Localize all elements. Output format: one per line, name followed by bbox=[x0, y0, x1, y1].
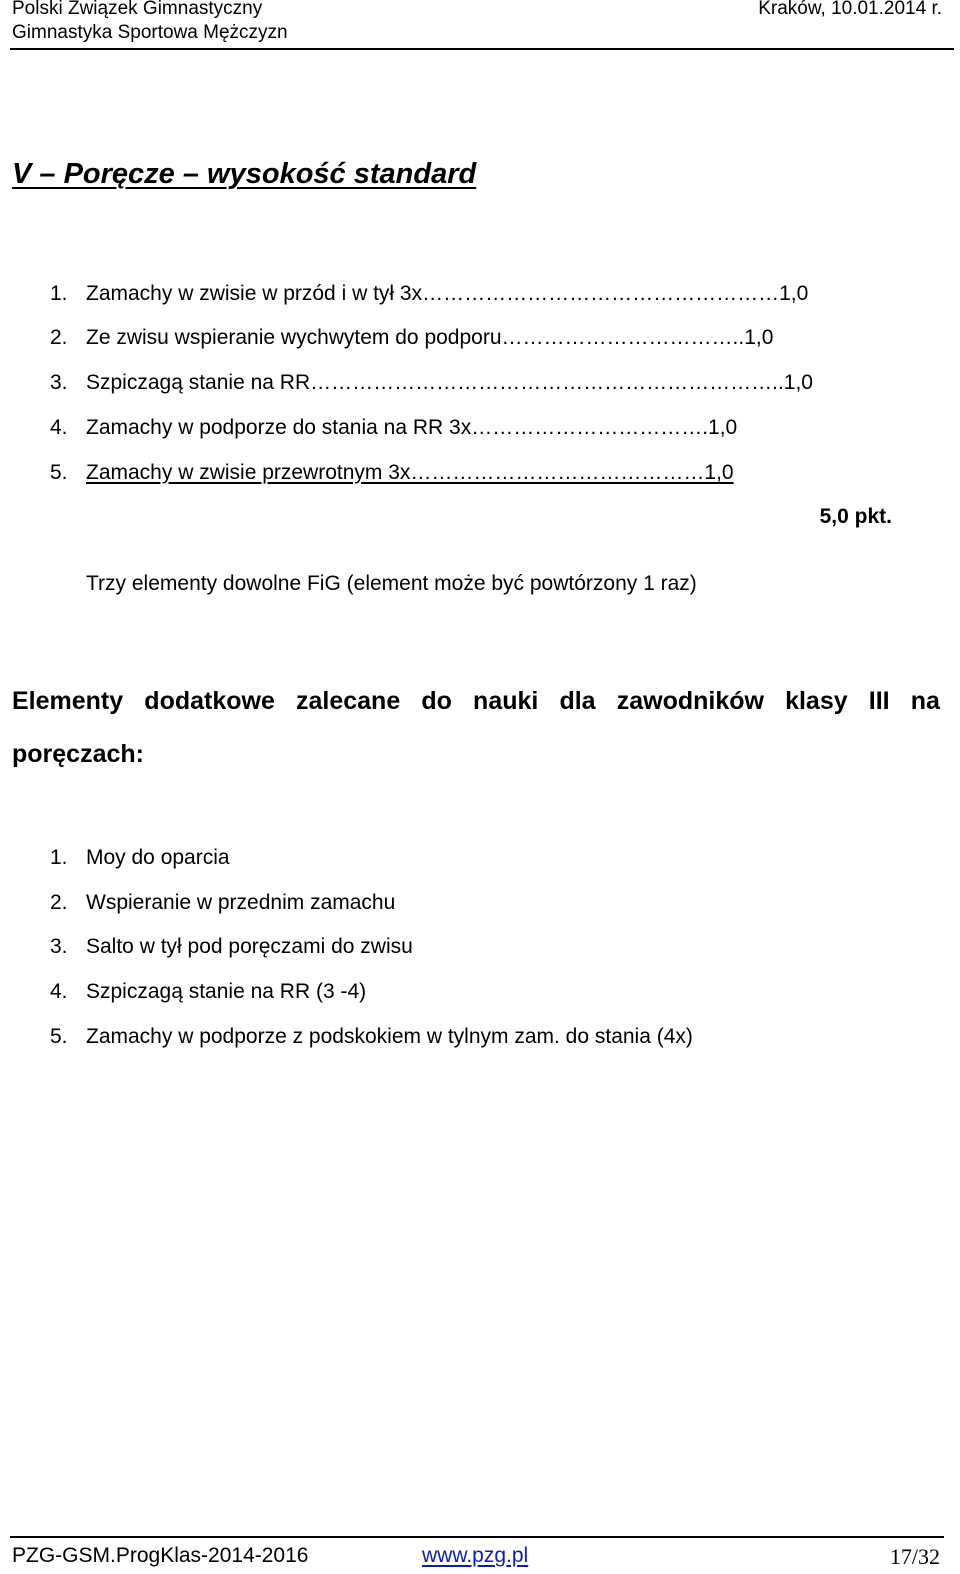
header-date: Kraków, 10.01.2014 r. bbox=[758, 0, 942, 19]
header-discipline: Gimnastyka Sportowa Mężczyzn bbox=[12, 22, 288, 43]
header-organization: Polski Związek Gimnastyczny bbox=[12, 0, 263, 19]
header-divider bbox=[10, 48, 954, 50]
footer-divider bbox=[10, 1536, 944, 1538]
additional-heading-line2: poręczach: bbox=[12, 740, 144, 768]
footer-website-link[interactable]: www.pzg.pl bbox=[422, 1544, 529, 1567]
footer-doc-id: PZG-GSM.ProgKlas-2014-2016 bbox=[12, 1544, 309, 1567]
free-elements-note: Trzy elementy dowolne FiG (element może być powtórzony 1 raz) bbox=[86, 572, 697, 595]
section-title: V – Poręcze – wysokość standard bbox=[12, 158, 477, 190]
additional-heading-line1: Elementy dodatkowe zalecane do nauki dla zawodników klasy III na bbox=[12, 687, 940, 715]
footer-page-number: 17/32 bbox=[889, 1544, 940, 1569]
total-points: 5,0 pkt. bbox=[819, 505, 892, 528]
